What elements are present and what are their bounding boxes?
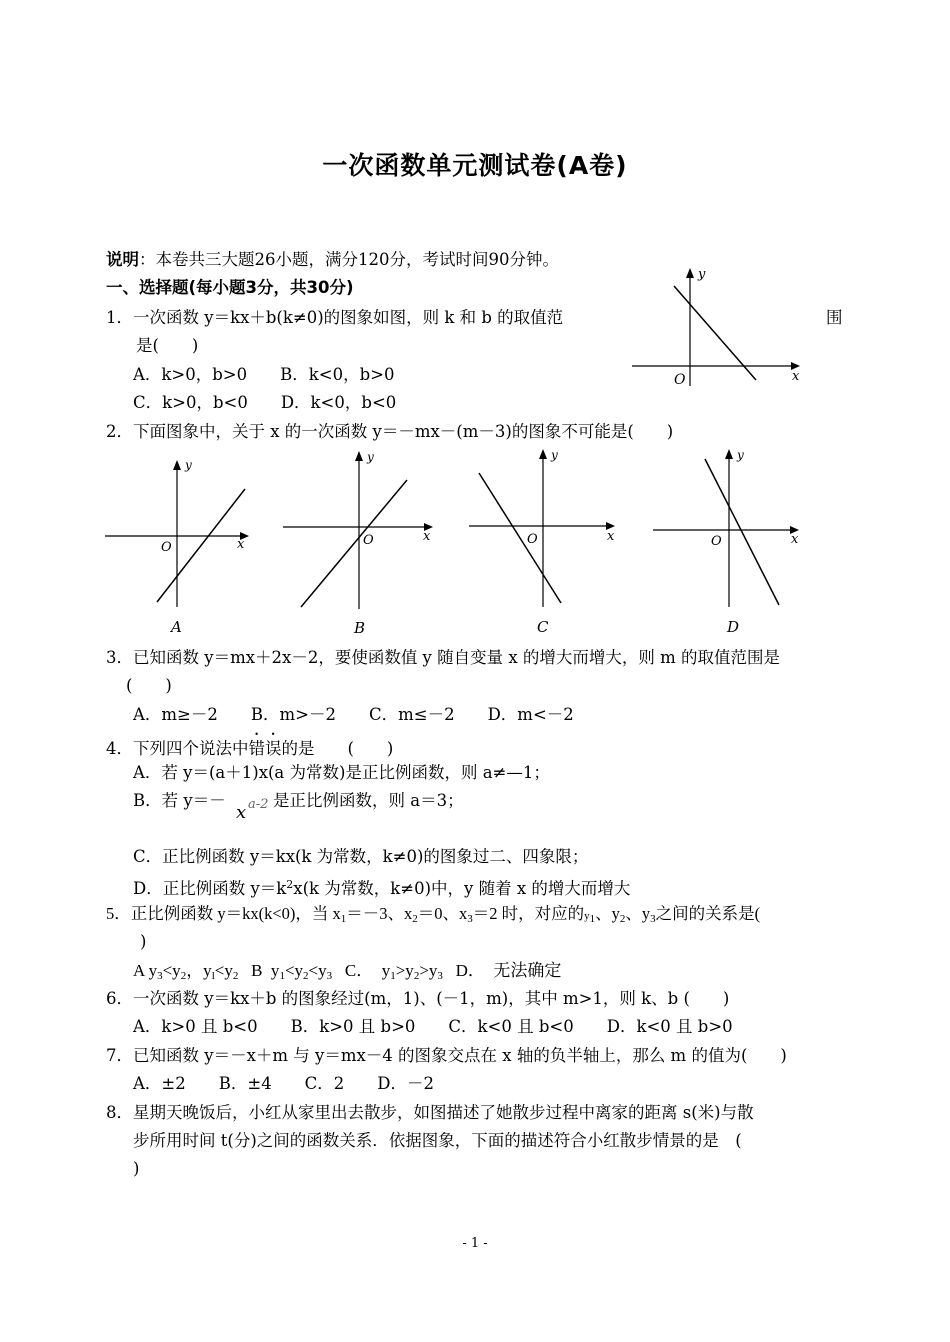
q4-stem-emphasis: 错误	[248, 739, 282, 758]
q2c-caption: C	[537, 618, 549, 636]
q5-sub: 2	[412, 913, 418, 925]
q2a-x-label: x	[237, 537, 245, 552]
q5-sub: 1	[340, 913, 347, 925]
q4-option-b-variable: x	[236, 802, 247, 823]
q4-option-d	[133, 874, 630, 900]
q1-graph	[628, 262, 808, 390]
q5-opt-text: <y	[162, 961, 181, 980]
q6-options: A．k>0 且 b<0 B．k>0 且 b>0 C．k<0 且 b<0 D．k<0 且 b>0	[133, 1017, 733, 1036]
q7-stem: 7．已知函数 y＝－x＋m 与 y＝mx－4 的图象交点在 x 轴的负半轴上，那么 m 的值为( )	[106, 1046, 787, 1065]
q5-stem	[106, 903, 760, 930]
q2c-origin-label: O	[527, 532, 538, 547]
q2-graph-c	[469, 445, 624, 637]
q1-x-label: x	[792, 369, 800, 384]
page-title: 一次函数单元测试卷(A卷)	[322, 151, 628, 180]
q2d-caption: D	[727, 618, 740, 636]
q1-options-row2: C．k>0，b<0 D．k<0，b<0	[133, 393, 397, 412]
q5-opt-sub: 3	[326, 970, 333, 982]
q2d-x-label: x	[791, 532, 799, 547]
q5-opt-text: B y	[238, 961, 280, 980]
q5-opt-sub: l	[211, 970, 215, 982]
q2d-origin-label: O	[711, 534, 722, 549]
q2c-x-label: x	[607, 529, 615, 544]
q8-stem: 8．星期天晚饭后，小红从家里出去散步，如图描述了她散步过程中离家的距离 s(米)与散	[106, 1103, 754, 1122]
q1-stem-line2: 是( )	[136, 336, 199, 355]
q4-option-a: A．若 y＝(a＋1)x(a 为常数)是正比例函数，则 a≠—1；	[133, 763, 550, 782]
q5-opt-text: <y	[284, 961, 304, 980]
q5-text: y	[584, 910, 590, 922]
q5-text: 、y	[625, 904, 651, 923]
q5-opt-sub: 3	[157, 970, 163, 982]
q4-stem-pre: 4．下列四个说法中	[106, 739, 249, 758]
q2-graph-a	[105, 455, 255, 635]
q2b-x-label: x	[423, 529, 431, 544]
q2d-function-line	[705, 459, 779, 605]
q4-option-d-sup: 2	[286, 878, 294, 891]
q5-sub: 2	[619, 913, 626, 925]
q4-stem-post: 的是 ( )	[281, 739, 394, 758]
q5-opt-text: ，y	[186, 961, 212, 980]
q2-graph-b	[283, 447, 438, 637]
q4-stem	[106, 730, 393, 760]
q1-y-label: y	[698, 267, 706, 282]
q6-stem: 6．一次函数 y＝kx＋b 的图象经过(m，1)、(－1，m)，其中 m>1，则 k、b ( )	[106, 989, 730, 1008]
q2b-function-line	[301, 480, 407, 607]
q2d-y-arrow	[725, 449, 733, 459]
q1-stem: 1．一次函数 y＝kx＋b(k≠0)的图象如图，则 k 和 b 的取值范	[106, 308, 564, 327]
q2a-y-label: y	[185, 458, 192, 472]
q5-options	[133, 960, 561, 987]
q5-sub: 3	[650, 913, 656, 925]
q4-option-c: C．正比例函数 y＝kx(k 为常数，k≠0)的图象过二、四象限；	[133, 847, 589, 866]
q3-options: A．m≥－2 B．m>－2 C．m≤－2 D．m<－2	[133, 705, 574, 724]
q1-options-row1: A．k>0，b>0 B．k<0，b>0	[133, 365, 395, 384]
q2b-caption: B	[354, 619, 366, 637]
q2c-y-arrow	[539, 449, 547, 459]
q5-text: 5．正比例函数 y＝kx(k<0)，当 x	[106, 904, 341, 923]
q4-option-b-pre: B．若 y＝－	[133, 791, 226, 810]
q1-origin-label: O	[674, 372, 686, 388]
q8-stem-line2: 步所用时间 t(分)之间的函数关系．依据图象，下面的描述符合小红散步情景的是 (	[133, 1131, 742, 1150]
q2c-function-line	[479, 473, 561, 603]
q3-stem-line2: ( )	[126, 676, 172, 695]
q1-stem-tail: 围	[826, 308, 843, 327]
q5-opt-sub: 2	[232, 970, 239, 982]
q5-opt-text: A y	[133, 961, 158, 980]
q5-opt-sub: 1	[279, 970, 285, 982]
q5-text: ＝2 时，对应的	[472, 904, 585, 923]
q2a-y-arrow	[173, 460, 181, 470]
q5-opt-text: <y	[308, 961, 327, 980]
q2b-origin-label: O	[363, 533, 374, 548]
note-label: 说明	[106, 250, 139, 269]
q5-opt-sub: 2	[303, 970, 309, 982]
q5-opt-text: D． 无法确定	[442, 961, 562, 980]
page-number: - 1 -	[462, 1236, 488, 1251]
q2-graph-d	[653, 445, 808, 637]
q7-options: A．±2 B．±4 C．2 D．－2	[133, 1074, 435, 1093]
q5-sub: 3	[467, 913, 473, 925]
q4-option-b-post: 是正比例函数，则 a＝3；	[273, 791, 464, 810]
note-text: ：本卷共三大题26小题，满分120分，考试时间90分钟。	[139, 250, 559, 269]
q2d-y-label: y	[737, 448, 744, 462]
section-heading: 一、选择题(每小题3分，共30分)	[106, 278, 354, 297]
q5-opt-sub: 3	[437, 970, 443, 982]
q4-option-b-exponent: a-2	[248, 797, 269, 812]
q5-text: 、y	[595, 904, 620, 923]
q2b-y-arrow	[355, 451, 363, 461]
q5-opt-sub: 2	[180, 970, 187, 982]
q4-option-d-post: x(k 为常数，k≠0)中，y 随着 x 的增大而增大	[293, 879, 631, 898]
q5-opt-text: >y	[419, 961, 438, 980]
exam-note	[106, 249, 559, 271]
q4-option-d-pre: D．正比例函数 y＝k	[133, 879, 287, 898]
q5-opt-sub: 2	[413, 970, 420, 982]
q2c-y-label: y	[551, 448, 558, 462]
q5-stem-line2: )	[140, 932, 147, 951]
q2b-y-label: y	[367, 450, 374, 464]
q5-text: 之间的关系是(	[655, 904, 761, 923]
q2a-origin-label: O	[161, 540, 172, 555]
q8-stem-line3: )	[133, 1159, 140, 1178]
q5-opt-text: <y	[214, 961, 233, 980]
q5-opt-text: C． y	[332, 961, 391, 980]
q5-opt-sub: 1	[390, 970, 396, 982]
q5-text: ＝－3、x	[346, 904, 413, 923]
q3-stem: 3．已知函数 y＝mx＋2x－2，要使函数值 y 随自变量 x 的增大而增大，则 m 的取值范围是	[106, 648, 781, 667]
q2a-caption: A	[171, 618, 182, 635]
q5-sub: 1	[589, 913, 596, 925]
q5-opt-text: >y	[395, 961, 414, 980]
q5-text: ＝0、x	[417, 904, 468, 923]
q2-stem: 2．下面图象中，关于 x 的一次函数 y＝－mx－(m－3)的图象不可能是( )	[106, 422, 674, 441]
q1-y-arrow	[686, 268, 694, 278]
